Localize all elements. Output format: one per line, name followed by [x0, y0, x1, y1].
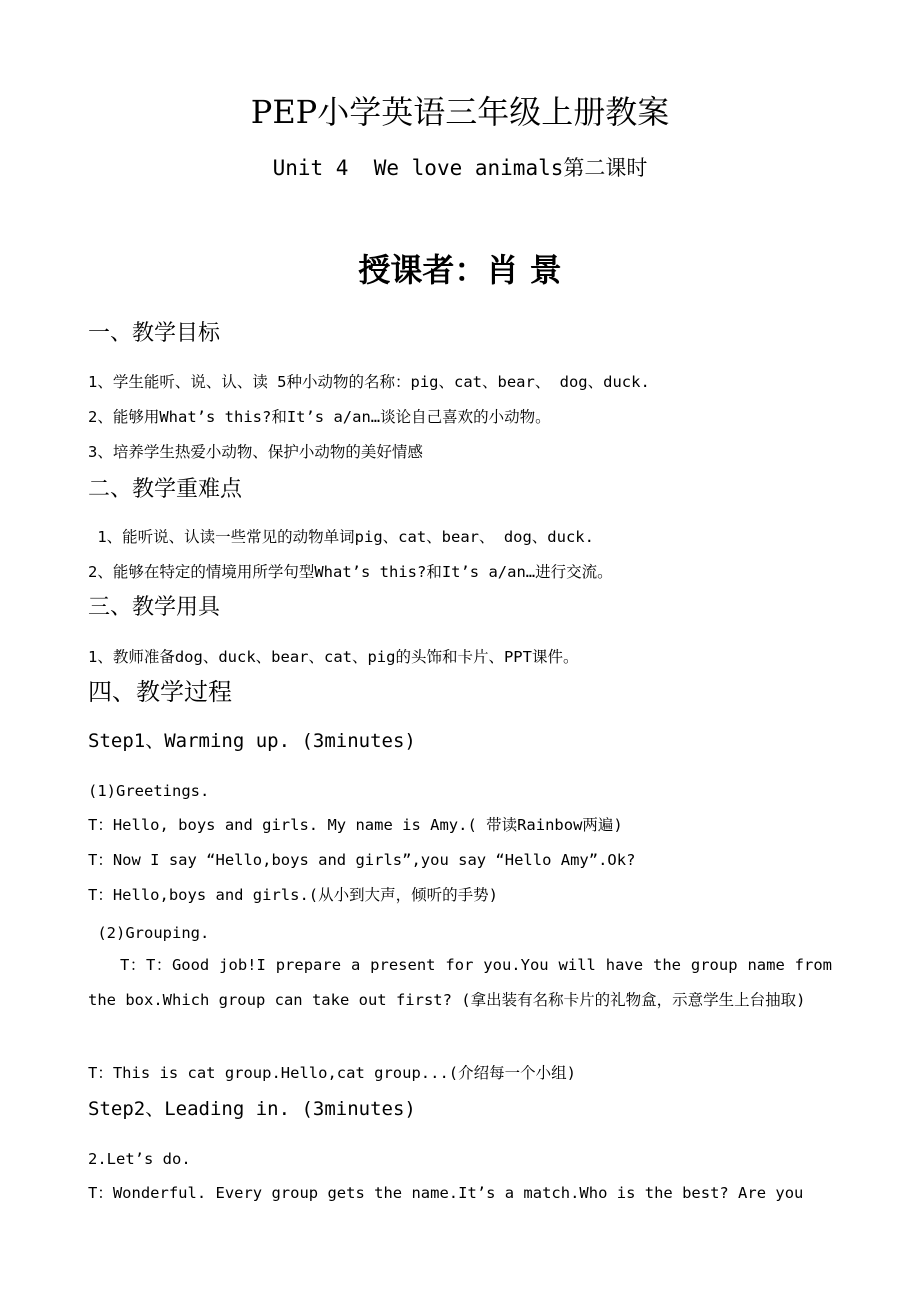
- step1-paragraph-present: T：T：Good job!I prepare a present for you.You will have the group name from the box.Which group can take out first? (拿出装有名称卡片的礼物盒，示意学生上台抽取): [88, 956, 832, 1009]
- key-point-line-2: 2、能够在特定的情境用所学句型What’s this?和It’s a/an…进行交流。: [88, 563, 613, 581]
- key-point-line-1: 1、能听说、认读一些常见的动物单词pig、cat、bear、 dog、duck.: [88, 528, 594, 546]
- document-title: PEP小学英语三年级上册教案: [250, 93, 670, 131]
- section-heading-key-points: 二、教学重难点: [88, 477, 243, 502]
- step1-line-hello-boys: T：Hello,boys and girls.(从小到大声，倾听的手势): [88, 886, 498, 904]
- section-heading-materials: 三、教学用具: [88, 595, 221, 620]
- section-heading-objectives: 一、教学目标: [88, 321, 221, 346]
- author-line: 授课者：肖 景: [358, 251, 562, 289]
- step1-line-greetings: (1)Greetings.: [88, 782, 210, 800]
- step1-line-hello: T：Hello, boys and girls. My name is Amy.( 带读Rainbow两遍): [88, 816, 623, 834]
- step1-title: Step1、Warming up. (3minutes): [88, 730, 416, 752]
- objective-line-3: 3、培养学生热爱小动物、保护小动物的美好情感: [88, 443, 423, 461]
- step2-title: Step2、Leading in. (3minutes): [88, 1098, 416, 1120]
- objective-line-1: 1、学生能听、说、认、读 5种小动物的名称：pig、cat、bear、 dog、duck.: [88, 373, 650, 391]
- section-heading-process: 四、教学过程: [88, 678, 232, 706]
- step1-line-grouping: (2)Grouping.: [88, 924, 210, 942]
- objective-line-2: 2、能够用What’s this?和It’s a/an…谈论自己喜欢的小动物。: [88, 408, 551, 426]
- step2-line-lets-do: 2.Let’s do.: [88, 1150, 191, 1168]
- step1-line-now-i-say: T：Now I say “Hello,boys and girls”,you say “Hello Amy”.Ok?: [88, 851, 636, 869]
- materials-line-1: 1、教师准备dog、duck、bear、cat、pig的头饰和卡片、PPT课件。: [88, 648, 579, 666]
- step1-line-cat-group: T：This is cat group.Hello,cat group...(介绍每一个小组): [88, 1064, 576, 1082]
- step2-line-wonderful: T：Wonderful. Every group gets the name.It’s a match.Who is the best? Are you: [88, 1184, 804, 1202]
- document-subtitle: Unit 4 We love animals第二课时: [272, 156, 648, 180]
